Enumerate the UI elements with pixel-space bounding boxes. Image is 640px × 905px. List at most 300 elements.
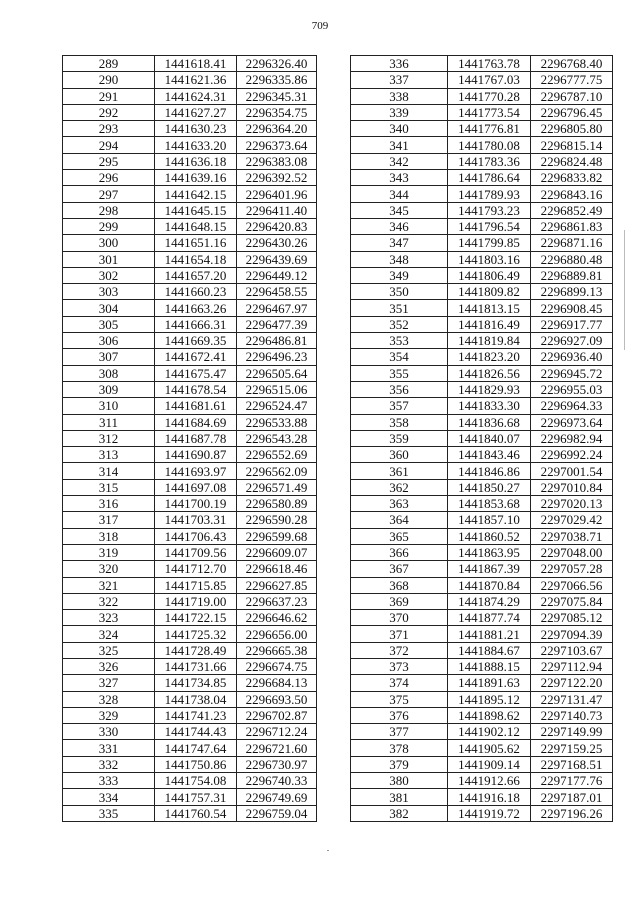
- y-coordinate-cell: 2296684.13: [237, 675, 317, 691]
- y-coordinate-cell: 2296665.38: [237, 642, 317, 658]
- point-number-cell: 356: [351, 381, 448, 397]
- x-coordinate-cell: 1441709.56: [155, 544, 237, 560]
- y-coordinate-cell: 2296805.80: [531, 121, 613, 137]
- x-coordinate-cell: 1441767.03: [448, 72, 531, 88]
- y-coordinate-cell: 2296590.28: [237, 512, 317, 528]
- point-number-cell: 368: [351, 577, 448, 593]
- y-coordinate-cell: 2296335.86: [237, 72, 317, 88]
- y-coordinate-cell: 2296702.87: [237, 707, 317, 723]
- y-coordinate-cell: 2296982.94: [531, 430, 613, 446]
- point-number-cell: 319: [63, 544, 155, 560]
- coordinates-table-right-body: [351, 56, 613, 822]
- y-coordinate-cell: 2296609.07: [237, 544, 317, 560]
- point-number-cell: 323: [63, 610, 155, 626]
- x-coordinate-cell: 1441651.16: [155, 235, 237, 251]
- x-coordinate-cell: 1441715.85: [155, 577, 237, 593]
- y-coordinate-cell: 2296945.72: [531, 365, 613, 381]
- point-number-cell: 329: [63, 707, 155, 723]
- point-number-cell: 360: [351, 447, 448, 463]
- point-number-cell: 380: [351, 773, 448, 789]
- table-row: [351, 496, 613, 512]
- point-number-cell: 293: [63, 121, 155, 137]
- table-row: [351, 528, 613, 544]
- y-coordinate-cell: 2296787.10: [531, 88, 613, 104]
- table-row: [351, 349, 613, 365]
- y-coordinate-cell: 2296973.64: [531, 414, 613, 430]
- point-number-cell: 376: [351, 707, 448, 723]
- table-row: [351, 104, 613, 120]
- point-number-cell: 352: [351, 316, 448, 332]
- y-coordinate-cell: 2296815.14: [531, 137, 613, 153]
- point-number-cell: 313: [63, 447, 155, 463]
- y-coordinate-cell: 2296955.03: [531, 381, 613, 397]
- y-coordinate-cell: 2296515.06: [237, 381, 317, 397]
- x-coordinate-cell: 1441750.86: [155, 756, 237, 772]
- x-coordinate-cell: 1441789.93: [448, 186, 531, 202]
- table-row: [351, 658, 613, 674]
- point-number-cell: 338: [351, 88, 448, 104]
- point-number-cell: 305: [63, 316, 155, 332]
- scan-edge-mark: [624, 230, 625, 350]
- table-row: [351, 88, 613, 104]
- table-row: [63, 463, 317, 479]
- x-coordinate-cell: 1441760.54: [155, 805, 237, 821]
- point-number-cell: 304: [63, 300, 155, 316]
- y-coordinate-cell: 2296524.47: [237, 398, 317, 414]
- table-row: [351, 740, 613, 756]
- x-coordinate-cell: 1441624.31: [155, 88, 237, 104]
- x-coordinate-cell: 1441738.04: [155, 691, 237, 707]
- y-coordinate-cell: 2296411.40: [237, 202, 317, 218]
- point-number-cell: 289: [63, 56, 155, 72]
- y-coordinate-cell: 2297094.39: [531, 626, 613, 642]
- table-row: [63, 235, 317, 251]
- table-row: [351, 333, 613, 349]
- y-coordinate-cell: 2296486.81: [237, 333, 317, 349]
- y-coordinate-cell: 2296580.89: [237, 496, 317, 512]
- table-row: [351, 756, 613, 772]
- x-coordinate-cell: 1441660.23: [155, 284, 237, 300]
- table-row: [351, 56, 613, 72]
- point-number-cell: 349: [351, 267, 448, 283]
- table-row: [63, 137, 317, 153]
- x-coordinate-cell: 1441645.15: [155, 202, 237, 218]
- point-number-cell: 332: [63, 756, 155, 772]
- x-coordinate-cell: 1441843.46: [448, 447, 531, 463]
- x-coordinate-cell: 1441833.30: [448, 398, 531, 414]
- table-row: [63, 300, 317, 316]
- y-coordinate-cell: 2296627.85: [237, 577, 317, 593]
- point-number-cell: 339: [351, 104, 448, 120]
- table-row: [63, 773, 317, 789]
- table-row: [351, 186, 613, 202]
- point-number-cell: 326: [63, 658, 155, 674]
- point-number-cell: 373: [351, 658, 448, 674]
- point-number-cell: 324: [63, 626, 155, 642]
- y-coordinate-cell: 2296505.64: [237, 365, 317, 381]
- point-number-cell: 302: [63, 267, 155, 283]
- table-row: [63, 202, 317, 218]
- x-coordinate-cell: 1441657.20: [155, 267, 237, 283]
- x-coordinate-cell: 1441747.64: [155, 740, 237, 756]
- y-coordinate-cell: 2296674.75: [237, 658, 317, 674]
- y-coordinate-cell: 2296871.16: [531, 235, 613, 251]
- x-coordinate-cell: 1441712.70: [155, 561, 237, 577]
- y-coordinate-cell: 2297057.28: [531, 561, 613, 577]
- table-row: [63, 333, 317, 349]
- table-row: [63, 675, 317, 691]
- point-number-cell: 337: [351, 72, 448, 88]
- point-number-cell: 340: [351, 121, 448, 137]
- point-number-cell: 378: [351, 740, 448, 756]
- x-coordinate-cell: 1441909.14: [448, 756, 531, 772]
- x-coordinate-cell: 1441783.36: [448, 153, 531, 169]
- y-coordinate-cell: 2296693.50: [237, 691, 317, 707]
- point-number-cell: 295: [63, 153, 155, 169]
- table-row: [351, 218, 613, 234]
- point-number-cell: 345: [351, 202, 448, 218]
- point-number-cell: 374: [351, 675, 448, 691]
- point-number-cell: 309: [63, 381, 155, 397]
- x-coordinate-cell: 1441719.00: [155, 593, 237, 609]
- table-row: [63, 72, 317, 88]
- table-row: [63, 789, 317, 805]
- x-coordinate-cell: 1441725.32: [155, 626, 237, 642]
- table-row: [351, 153, 613, 169]
- table-row: [63, 170, 317, 186]
- x-coordinate-cell: 1441754.08: [155, 773, 237, 789]
- y-coordinate-cell: 2296354.75: [237, 104, 317, 120]
- point-number-cell: 328: [63, 691, 155, 707]
- table-row: [63, 642, 317, 658]
- table-row: [63, 593, 317, 609]
- y-coordinate-cell: 2296533.88: [237, 414, 317, 430]
- y-coordinate-cell: 2296927.09: [531, 333, 613, 349]
- x-coordinate-cell: 1441757.31: [155, 789, 237, 805]
- x-coordinate-cell: 1441728.49: [155, 642, 237, 658]
- point-number-cell: 353: [351, 333, 448, 349]
- table-row: [63, 658, 317, 674]
- x-coordinate-cell: 1441860.52: [448, 528, 531, 544]
- point-number-cell: 312: [63, 430, 155, 446]
- x-coordinate-cell: 1441867.39: [448, 561, 531, 577]
- x-coordinate-cell: 1441776.81: [448, 121, 531, 137]
- table-row: [351, 430, 613, 446]
- x-coordinate-cell: 1441684.69: [155, 414, 237, 430]
- table-row: [351, 544, 613, 560]
- y-coordinate-cell: 2296496.23: [237, 349, 317, 365]
- table-row: [63, 805, 317, 821]
- table-row: [351, 707, 613, 723]
- y-coordinate-cell: 2296740.33: [237, 773, 317, 789]
- y-coordinate-cell: 2296326.40: [237, 56, 317, 72]
- y-coordinate-cell: 2296439.69: [237, 251, 317, 267]
- table-row: [63, 251, 317, 267]
- x-coordinate-cell: 1441902.12: [448, 724, 531, 740]
- x-coordinate-cell: 1441809.82: [448, 284, 531, 300]
- point-number-cell: 308: [63, 365, 155, 381]
- y-coordinate-cell: 2297075.84: [531, 593, 613, 609]
- x-coordinate-cell: 1441722.15: [155, 610, 237, 626]
- point-number-cell: 307: [63, 349, 155, 365]
- table-row: [351, 316, 613, 332]
- x-coordinate-cell: 1441826.56: [448, 365, 531, 381]
- x-coordinate-cell: 1441786.64: [448, 170, 531, 186]
- table-row: [351, 577, 613, 593]
- y-coordinate-cell: 2296373.64: [237, 137, 317, 153]
- scan-dot: [327, 850, 329, 851]
- y-coordinate-cell: 2296637.23: [237, 593, 317, 609]
- point-number-cell: 318: [63, 528, 155, 544]
- y-coordinate-cell: 2297159.25: [531, 740, 613, 756]
- point-number-cell: 357: [351, 398, 448, 414]
- point-number-cell: 369: [351, 593, 448, 609]
- x-coordinate-cell: 1441731.66: [155, 658, 237, 674]
- y-coordinate-cell: 2297029.42: [531, 512, 613, 528]
- point-number-cell: 346: [351, 218, 448, 234]
- point-number-cell: 290: [63, 72, 155, 88]
- table-row: [63, 724, 317, 740]
- point-number-cell: 359: [351, 430, 448, 446]
- table-row: [351, 561, 613, 577]
- point-number-cell: 344: [351, 186, 448, 202]
- y-coordinate-cell: 2297149.99: [531, 724, 613, 740]
- table-row: [351, 512, 613, 528]
- coordinates-table-right: [350, 55, 613, 822]
- y-coordinate-cell: 2296768.40: [531, 56, 613, 72]
- x-coordinate-cell: 1441846.86: [448, 463, 531, 479]
- x-coordinate-cell: 1441770.28: [448, 88, 531, 104]
- x-coordinate-cell: 1441734.85: [155, 675, 237, 691]
- table-row: [63, 267, 317, 283]
- y-coordinate-cell: 2297140.73: [531, 707, 613, 723]
- point-number-cell: 379: [351, 756, 448, 772]
- point-number-cell: 301: [63, 251, 155, 267]
- x-coordinate-cell: 1441806.49: [448, 267, 531, 283]
- x-coordinate-cell: 1441813.15: [448, 300, 531, 316]
- point-number-cell: 306: [63, 333, 155, 349]
- y-coordinate-cell: 2296992.24: [531, 447, 613, 463]
- x-coordinate-cell: 1441675.47: [155, 365, 237, 381]
- x-coordinate-cell: 1441621.36: [155, 72, 237, 88]
- table-row: [63, 512, 317, 528]
- point-number-cell: 292: [63, 104, 155, 120]
- y-coordinate-cell: 2296899.13: [531, 284, 613, 300]
- y-coordinate-cell: 2297001.54: [531, 463, 613, 479]
- table-row: [63, 447, 317, 463]
- y-coordinate-cell: 2296401.96: [237, 186, 317, 202]
- y-coordinate-cell: 2296383.08: [237, 153, 317, 169]
- x-coordinate-cell: 1441912.66: [448, 773, 531, 789]
- x-coordinate-cell: 1441697.08: [155, 479, 237, 495]
- table-row: [63, 479, 317, 495]
- table-row: [63, 365, 317, 381]
- x-coordinate-cell: 1441663.26: [155, 300, 237, 316]
- point-number-cell: 351: [351, 300, 448, 316]
- point-number-cell: 365: [351, 528, 448, 544]
- table-row: [351, 202, 613, 218]
- table-row: [63, 398, 317, 414]
- x-coordinate-cell: 1441669.35: [155, 333, 237, 349]
- point-number-cell: 361: [351, 463, 448, 479]
- table-row: [351, 691, 613, 707]
- table-row: [351, 675, 613, 691]
- y-coordinate-cell: 2296571.49: [237, 479, 317, 495]
- x-coordinate-cell: 1441803.16: [448, 251, 531, 267]
- x-coordinate-cell: 1441888.15: [448, 658, 531, 674]
- point-number-cell: 299: [63, 218, 155, 234]
- y-coordinate-cell: 2296392.52: [237, 170, 317, 186]
- point-number-cell: 327: [63, 675, 155, 691]
- table-row: [351, 773, 613, 789]
- table-row: [351, 381, 613, 397]
- x-coordinate-cell: 1441627.27: [155, 104, 237, 120]
- y-coordinate-cell: 2297168.51: [531, 756, 613, 772]
- point-number-cell: 342: [351, 153, 448, 169]
- x-coordinate-cell: 1441706.43: [155, 528, 237, 544]
- table-row: [351, 137, 613, 153]
- x-coordinate-cell: 1441773.54: [448, 104, 531, 120]
- point-number-cell: 298: [63, 202, 155, 218]
- y-coordinate-cell: 2296880.48: [531, 251, 613, 267]
- x-coordinate-cell: 1441916.18: [448, 789, 531, 805]
- y-coordinate-cell: 2296618.46: [237, 561, 317, 577]
- point-number-cell: 303: [63, 284, 155, 300]
- table-row: [63, 740, 317, 756]
- y-coordinate-cell: 2297038.71: [531, 528, 613, 544]
- point-number-cell: 294: [63, 137, 155, 153]
- point-number-cell: 371: [351, 626, 448, 642]
- table-row: [63, 316, 317, 332]
- x-coordinate-cell: 1441639.16: [155, 170, 237, 186]
- x-coordinate-cell: 1441829.93: [448, 381, 531, 397]
- table-row: [63, 756, 317, 772]
- table-row: [351, 235, 613, 251]
- table-row: [63, 626, 317, 642]
- y-coordinate-cell: 2296889.81: [531, 267, 613, 283]
- table-row: [351, 170, 613, 186]
- x-coordinate-cell: 1441850.27: [448, 479, 531, 495]
- x-coordinate-cell: 1441863.95: [448, 544, 531, 560]
- table-row: [351, 789, 613, 805]
- y-coordinate-cell: 2296656.00: [237, 626, 317, 642]
- table-row: [63, 56, 317, 72]
- table-row: [63, 121, 317, 137]
- y-coordinate-cell: 2296759.04: [237, 805, 317, 821]
- x-coordinate-cell: 1441630.23: [155, 121, 237, 137]
- x-coordinate-cell: 1441819.84: [448, 333, 531, 349]
- x-coordinate-cell: 1441877.74: [448, 610, 531, 626]
- page-number: 709: [311, 20, 329, 32]
- point-number-cell: 297: [63, 186, 155, 202]
- y-coordinate-cell: 2296833.82: [531, 170, 613, 186]
- y-coordinate-cell: 2296646.62: [237, 610, 317, 626]
- y-coordinate-cell: 2297196.26: [531, 805, 613, 821]
- y-coordinate-cell: 2296964.33: [531, 398, 613, 414]
- table-row: [351, 805, 613, 821]
- point-number-cell: 364: [351, 512, 448, 528]
- x-coordinate-cell: 1441642.15: [155, 186, 237, 202]
- y-coordinate-cell: 2296420.83: [237, 218, 317, 234]
- x-coordinate-cell: 1441895.12: [448, 691, 531, 707]
- y-coordinate-cell: 2296777.75: [531, 72, 613, 88]
- x-coordinate-cell: 1441763.78: [448, 56, 531, 72]
- y-coordinate-cell: 2296599.68: [237, 528, 317, 544]
- table-row: [351, 724, 613, 740]
- point-number-cell: 316: [63, 496, 155, 512]
- point-number-cell: 296: [63, 170, 155, 186]
- point-number-cell: 377: [351, 724, 448, 740]
- point-number-cell: 362: [351, 479, 448, 495]
- table-row: [63, 284, 317, 300]
- y-coordinate-cell: 2297085.12: [531, 610, 613, 626]
- point-number-cell: 336: [351, 56, 448, 72]
- y-coordinate-cell: 2297122.20: [531, 675, 613, 691]
- y-coordinate-cell: 2297187.01: [531, 789, 613, 805]
- y-coordinate-cell: 2296852.49: [531, 202, 613, 218]
- point-number-cell: 348: [351, 251, 448, 267]
- y-coordinate-cell: 2297131.47: [531, 691, 613, 707]
- y-coordinate-cell: 2296749.69: [237, 789, 317, 805]
- y-coordinate-cell: 2297020.13: [531, 496, 613, 512]
- y-coordinate-cell: 2296824.48: [531, 153, 613, 169]
- point-number-cell: 341: [351, 137, 448, 153]
- table-row: [351, 267, 613, 283]
- x-coordinate-cell: 1441840.07: [448, 430, 531, 446]
- table-row: [63, 544, 317, 560]
- point-number-cell: 311: [63, 414, 155, 430]
- point-number-cell: 320: [63, 561, 155, 577]
- x-coordinate-cell: 1441881.21: [448, 626, 531, 642]
- table-row: [351, 414, 613, 430]
- table-row: [351, 251, 613, 267]
- table-row: [63, 153, 317, 169]
- table-row: [63, 528, 317, 544]
- point-number-cell: 343: [351, 170, 448, 186]
- x-coordinate-cell: 1441898.62: [448, 707, 531, 723]
- table-row: [63, 88, 317, 104]
- y-coordinate-cell: 2296345.31: [237, 88, 317, 104]
- table-row: [63, 186, 317, 202]
- x-coordinate-cell: 1441905.62: [448, 740, 531, 756]
- table-row: [351, 593, 613, 609]
- y-coordinate-cell: 2296721.60: [237, 740, 317, 756]
- table-row: [351, 398, 613, 414]
- x-coordinate-cell: 1441799.85: [448, 235, 531, 251]
- y-coordinate-cell: 2296908.45: [531, 300, 613, 316]
- table-row: [351, 284, 613, 300]
- x-coordinate-cell: 1441796.54: [448, 218, 531, 234]
- table-row: [63, 577, 317, 593]
- table-row: [351, 479, 613, 495]
- x-coordinate-cell: 1441687.78: [155, 430, 237, 446]
- point-number-cell: 370: [351, 610, 448, 626]
- table-row: [351, 626, 613, 642]
- x-coordinate-cell: 1441678.54: [155, 381, 237, 397]
- y-coordinate-cell: 2296730.97: [237, 756, 317, 772]
- point-number-cell: 300: [63, 235, 155, 251]
- point-number-cell: 291: [63, 88, 155, 104]
- x-coordinate-cell: 1441816.49: [448, 316, 531, 332]
- x-coordinate-cell: 1441681.61: [155, 398, 237, 414]
- x-coordinate-cell: 1441741.23: [155, 707, 237, 723]
- point-number-cell: 375: [351, 691, 448, 707]
- point-number-cell: 330: [63, 724, 155, 740]
- x-coordinate-cell: 1441648.15: [155, 218, 237, 234]
- table-row: [63, 561, 317, 577]
- y-coordinate-cell: 2297010.84: [531, 479, 613, 495]
- table-row: [63, 414, 317, 430]
